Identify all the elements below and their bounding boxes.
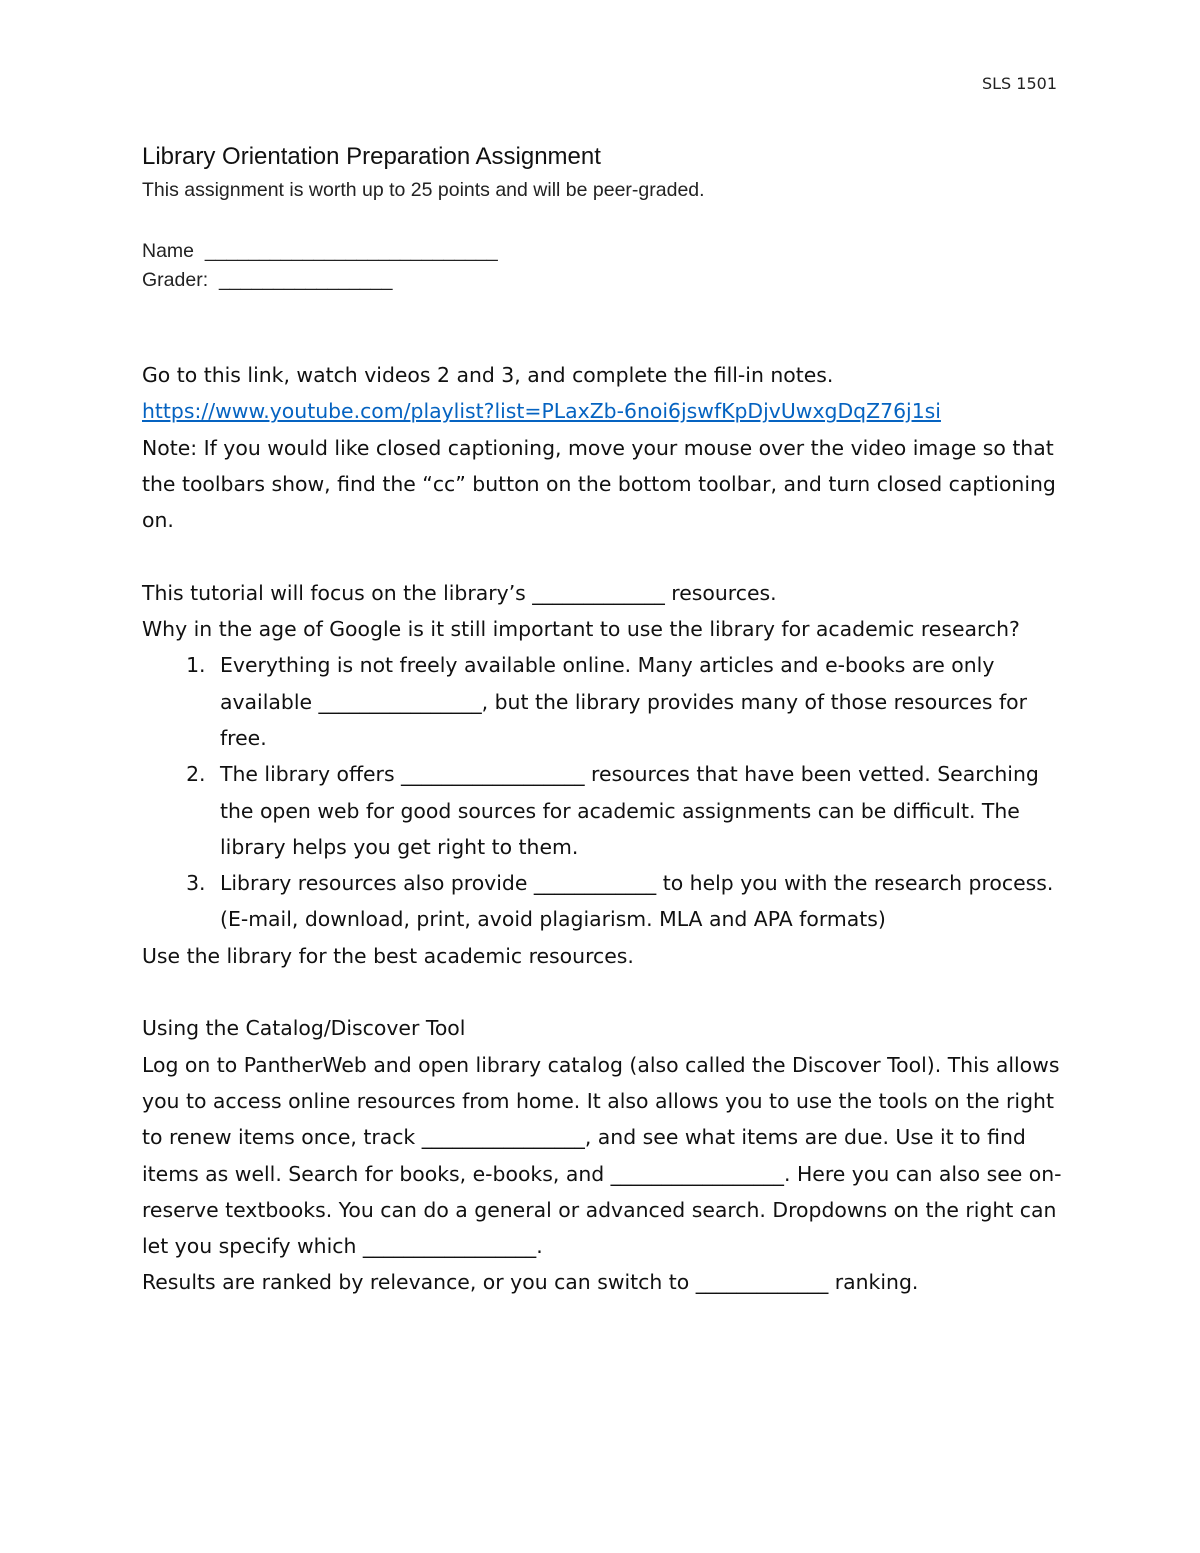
catalog-heading: Using the Catalog/Discover Tool [142,1016,466,1041]
name-field: Name ___________________________ [142,240,498,262]
course-code: SLS 1501 [981,74,1057,93]
tutorial-question: Why in the age of Google is it still important to use the library for academic research? [142,617,1020,642]
grader-field: Grader: ________________ [142,269,393,291]
captioning-note: Note: If you would like closed captioning, move your mouse over the video image so that the toolbars show, find the “cc” button on the bottom toolbar, and turn closed captioning on. [142,435,1056,533]
page-title: Library Orientation Preparation Assignment [142,143,601,170]
document-body [142,357,1072,1301]
tutorial-focus: This tutorial will focus on the library’s _____________ resources. [142,580,777,605]
catalog-paragraph: Log on to PantherWeb and open library catalog (also called the Discover Tool). This allows you to access online resources from home. It also allows you to use the tools on the right to renew items once, track ________________, and see what items are due. Use it to find items as well. Search for books, e-books, and _________________. Here you can also see on-reserve textbooks. You can do a general or advanced search. Dropdowns on the right can let you specify which _________________. [142,1052,1062,1259]
reasons-list [142,647,1072,937]
playlist-link[interactable]: https://www.youtube.com/playlist?list=PLaxZb-6noi6jswfKpDjvUwxgDqZ76j1si [142,399,941,424]
instruction-text: Go to this link, watch videos 2 and 3, and complete the fill-in notes. [142,363,834,387]
list-item: 3. Library resources also provide ____________ to help you with the research process. (E-mail, download, print, avoid plagiarism. MLA and APA formats) [212,865,1072,938]
assignment-subtitle: This assignment is worth up to 25 points and will be peer-graded. [142,179,705,201]
list-item: 2. The library offers __________________ resources that have been vetted. Searching the open web for good sources for academic assignments can be difficult. The library helps you get right to them. [212,756,1072,865]
tutorial-conclusion: Use the library for the best academic resources. [142,943,634,968]
list-item: 1. Everything is not freely available online. Many articles and e-books are only available ________________, but the library provides many of those resources for free. [212,647,1072,756]
ranking-text: Results are ranked by relevance, or you can switch to _____________ ranking. [142,1270,919,1295]
